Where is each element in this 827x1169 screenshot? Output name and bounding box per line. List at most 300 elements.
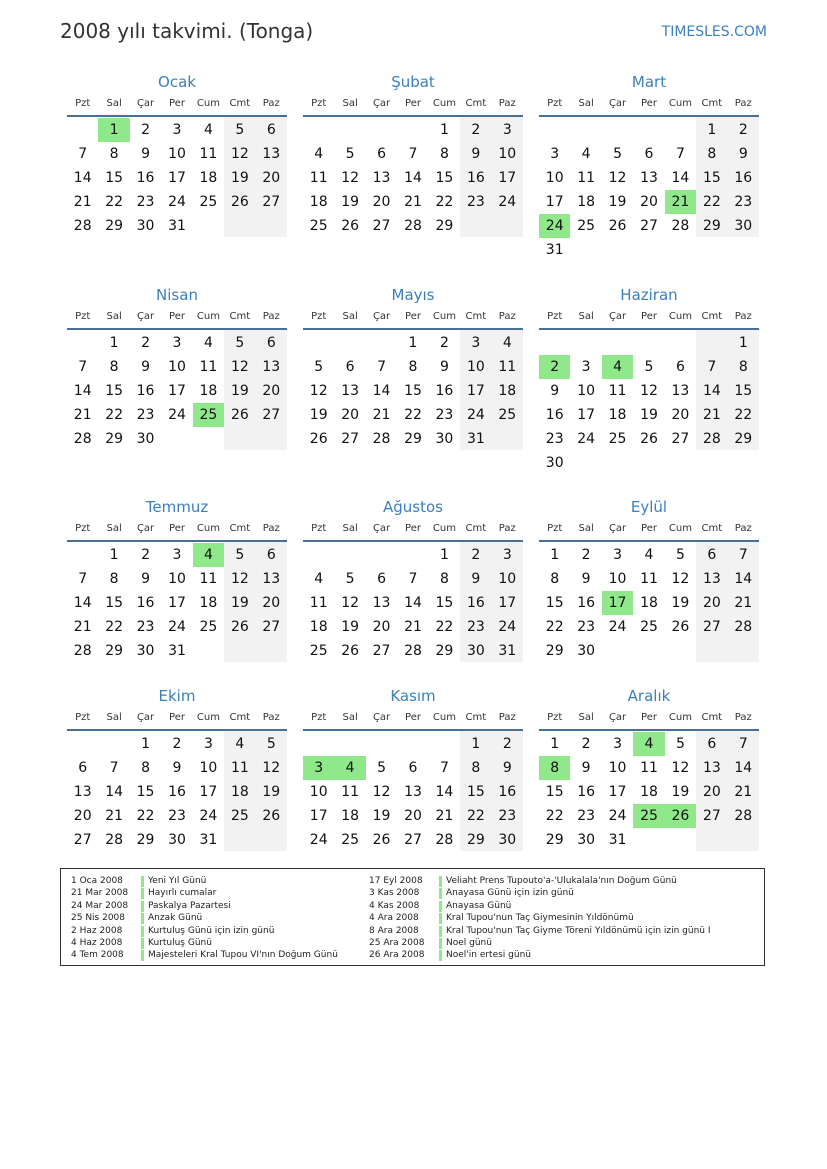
day-cell: 27 (372, 643, 391, 659)
day-cell: 12 (341, 595, 360, 611)
day-cell: 24 (199, 808, 218, 824)
day-cell: 13 (702, 571, 721, 587)
day-cell: 31 (168, 218, 186, 234)
weekday-header: Cmt (229, 311, 251, 322)
weekday-header: Cmt (701, 98, 723, 109)
day-cell: 26 (608, 218, 627, 234)
legend-color-bar (439, 876, 442, 887)
legend-color-bar (439, 950, 442, 961)
legend-holiday-name: Kurtuluş Günü için izin günü (148, 925, 275, 936)
legend-holiday-name: Noel'in ertesi günü (446, 950, 531, 961)
legend-color-bar (141, 926, 144, 937)
day-cell: 20 (341, 407, 360, 423)
day-cell: 30 (136, 218, 155, 234)
day-cell: 23 (577, 808, 596, 824)
weekday-header: Cmt (465, 311, 487, 322)
day-cell: 23 (168, 808, 186, 824)
legend-date: 3 Kas 2008 (369, 888, 420, 899)
day-cell: 12 (230, 359, 249, 375)
day-cell: 24 (498, 619, 517, 635)
legend-date: 24 Mar 2008 (71, 900, 129, 911)
day-cell: 5 (235, 335, 245, 351)
day-cell: 21 (435, 808, 454, 824)
weekday-header: Çar (608, 523, 627, 534)
weekday-header: Sal (578, 523, 594, 534)
day-cell: 14 (73, 170, 92, 186)
day-cell: 10 (545, 170, 564, 186)
day-cell: 9 (172, 760, 182, 776)
day-cell: 22 (435, 619, 454, 635)
weekday-header: Cmt (465, 523, 487, 534)
weekday-header: Çar (372, 523, 391, 534)
day-cell: 3 (172, 547, 182, 563)
day-cell: 18 (498, 383, 517, 399)
day-cell: 9 (141, 359, 151, 375)
day-cell: 9 (439, 359, 449, 375)
day-cell: 26 (372, 832, 391, 848)
day-cell: 12 (230, 571, 249, 587)
day-cell: 10 (309, 784, 328, 800)
holiday-day-cell: 17 (602, 591, 633, 615)
day-cell: 28 (73, 431, 92, 447)
weekday-header: Sal (342, 311, 358, 322)
day-cell: 30 (734, 218, 753, 234)
day-cell: 23 (734, 194, 753, 210)
day-cell: 10 (498, 571, 517, 587)
day-cell: 14 (734, 760, 753, 776)
day-cell: 4 (314, 571, 324, 587)
day-cell: 20 (702, 784, 721, 800)
day-cell: 1 (439, 547, 449, 563)
weekday-header: Çar (608, 311, 627, 322)
day-cell: 1 (738, 335, 748, 351)
legend-holiday-name: Veliaht Prens Tupouto'a-'Ulukalala'nın Doğum Günü (446, 876, 677, 886)
day-cell: 22 (105, 407, 124, 423)
day-cell: 15 (734, 383, 753, 399)
day-cell: 20 (262, 383, 281, 399)
day-cell: 19 (230, 595, 249, 611)
day-cell: 15 (545, 595, 564, 611)
legend-color-bar (141, 913, 144, 924)
day-cell: 13 (372, 170, 391, 186)
day-cell: 9 (550, 383, 560, 399)
day-cell: 9 (502, 760, 512, 776)
day-cell: 15 (702, 170, 721, 186)
day-cell: 14 (404, 170, 422, 186)
day-cell: 3 (172, 335, 182, 351)
day-cell: 29 (435, 218, 454, 234)
day-cell: 19 (262, 784, 281, 800)
weekday-header: Per (641, 98, 657, 109)
weekday-header: Cum (668, 712, 692, 723)
month-name: Nisan (156, 286, 198, 304)
day-cell: 14 (671, 170, 690, 186)
day-cell: 16 (545, 407, 564, 423)
legend-date: 1 Oca 2008 (71, 876, 123, 886)
day-cell: 28 (671, 218, 690, 234)
holiday-day-cell: 2 (539, 355, 570, 379)
day-cell: 8 (109, 359, 119, 375)
day-cell: 6 (707, 547, 717, 563)
day-cell: 16 (466, 170, 485, 186)
day-cell: 12 (640, 383, 658, 399)
weekday-header: Pzt (547, 712, 563, 723)
day-cell: 1 (141, 736, 151, 752)
day-cell: 16 (577, 595, 596, 611)
weekday-header: Paz (734, 98, 752, 109)
day-cell: 29 (435, 643, 454, 659)
holiday-day-cell: 4 (334, 756, 365, 780)
day-cell: 27 (262, 407, 281, 423)
day-cell: 21 (404, 194, 422, 210)
legend-color-bar (141, 950, 144, 961)
day-cell: 10 (577, 383, 596, 399)
day-cell: 9 (471, 571, 481, 587)
day-cell: 4 (314, 146, 324, 162)
day-cell: 19 (608, 194, 627, 210)
day-cell: 17 (498, 170, 517, 186)
day-cell: 12 (341, 170, 360, 186)
day-cell: 18 (199, 383, 218, 399)
day-cell: 22 (545, 808, 564, 824)
month-name: Ocak (158, 73, 196, 91)
day-cell: 19 (309, 407, 328, 423)
day-cell: 11 (640, 571, 658, 587)
day-cell: 25 (640, 619, 658, 635)
day-cell: 5 (235, 547, 245, 563)
day-cell: 13 (341, 383, 360, 399)
legend-color-bar (439, 913, 442, 924)
day-cell: 11 (309, 595, 328, 611)
day-cell: 16 (168, 784, 186, 800)
day-cell: 26 (671, 619, 690, 635)
day-cell: 16 (734, 170, 753, 186)
day-cell: 14 (73, 595, 92, 611)
holiday-day-cell: 24 (539, 214, 570, 238)
day-cell: 5 (266, 736, 276, 752)
day-cell: 19 (230, 170, 249, 186)
day-cell: 11 (577, 170, 596, 186)
day-cell: 2 (581, 547, 591, 563)
day-cell: 29 (702, 218, 721, 234)
day-cell: 19 (341, 619, 360, 635)
weekday-header: Sal (106, 523, 122, 534)
day-cell: 2 (471, 547, 481, 563)
day-cell: 31 (608, 832, 627, 848)
weekday-header: Per (405, 712, 421, 723)
day-cell: 27 (341, 431, 360, 447)
day-cell: 8 (439, 571, 449, 587)
day-cell: 27 (372, 218, 391, 234)
legend-color-bar (141, 938, 144, 949)
weekday-header: Sal (106, 712, 122, 723)
day-cell: 3 (613, 547, 623, 563)
day-cell: 27 (73, 832, 92, 848)
day-cell: 13 (671, 383, 690, 399)
day-cell: 29 (105, 218, 124, 234)
day-cell: 9 (141, 146, 151, 162)
day-cell: 25 (199, 194, 218, 210)
day-cell: 3 (550, 146, 560, 162)
weekday-header: Per (405, 311, 421, 322)
day-cell: 10 (199, 760, 218, 776)
day-cell: 6 (377, 571, 387, 587)
day-cell: 14 (372, 383, 391, 399)
legend-holiday-name: Anayasa Günü (446, 900, 512, 911)
day-cell: 2 (172, 736, 182, 752)
day-cell: 5 (675, 736, 685, 752)
day-cell: 17 (199, 784, 218, 800)
day-cell: 13 (404, 784, 422, 800)
weekday-header: Cum (432, 523, 456, 534)
day-cell: 11 (341, 784, 360, 800)
day-cell: 2 (581, 736, 591, 752)
day-cell: 30 (466, 643, 485, 659)
day-cell: 25 (309, 643, 328, 659)
day-cell: 28 (404, 643, 422, 659)
day-cell: 22 (435, 194, 454, 210)
day-cell: 14 (404, 595, 422, 611)
day-cell: 13 (702, 760, 721, 776)
day-cell: 21 (73, 194, 92, 210)
day-cell: 27 (262, 619, 281, 635)
day-cell: 25 (230, 808, 249, 824)
day-cell: 9 (581, 760, 591, 776)
weekday-header: Pzt (75, 311, 91, 322)
day-cell: 28 (435, 832, 454, 848)
day-cell: 15 (105, 170, 124, 186)
weekday-header: Çar (136, 712, 155, 723)
weekday-header: Paz (262, 523, 280, 534)
day-cell: 2 (471, 122, 481, 138)
day-cell: 30 (577, 643, 596, 659)
day-cell: 7 (738, 736, 748, 752)
month-name: Şubat (391, 73, 435, 91)
weekday-header: Pzt (75, 98, 91, 109)
day-cell: 21 (372, 407, 391, 423)
weekday-header: Pzt (547, 311, 563, 322)
month-name: Eylül (630, 498, 668, 516)
weekday-header: Çar (372, 98, 391, 109)
day-cell: 18 (199, 170, 218, 186)
day-cell: 29 (404, 431, 422, 447)
day-cell: 7 (408, 571, 418, 587)
legend-color-bar (141, 876, 144, 887)
day-cell: 1 (408, 335, 418, 351)
day-cell: 6 (644, 146, 654, 162)
day-cell: 29 (136, 832, 155, 848)
legend-color-bar (141, 901, 144, 912)
day-cell: 10 (498, 146, 517, 162)
holiday-day-cell: 8 (539, 756, 570, 780)
holiday-day-cell: 26 (665, 804, 696, 828)
day-cell: 15 (466, 784, 485, 800)
weekday-header: Çar (136, 311, 155, 322)
weekday-header: Cmt (229, 712, 251, 723)
day-cell: 6 (266, 122, 276, 138)
day-cell: 25 (309, 218, 328, 234)
day-cell: 11 (199, 146, 218, 162)
holiday-day-cell: 25 (633, 804, 664, 828)
day-cell: 9 (581, 571, 591, 587)
day-cell: 26 (230, 194, 249, 210)
day-cell: 26 (341, 643, 360, 659)
weekday-header: Paz (498, 98, 516, 109)
weekday-header: Pzt (75, 523, 91, 534)
weekday-header: Cum (668, 523, 692, 534)
day-cell: 28 (404, 218, 422, 234)
month-name: Ağustos (383, 498, 443, 516)
legend-date: 21 Mar 2008 (71, 888, 129, 899)
day-cell: 15 (435, 595, 454, 611)
weekday-header: Çar (136, 98, 155, 109)
weekday-header: Cum (668, 98, 692, 109)
day-cell: 6 (377, 146, 387, 162)
day-cell: 23 (136, 619, 155, 635)
day-cell: 13 (73, 784, 92, 800)
legend-color-bar (439, 926, 442, 937)
day-cell: 24 (608, 808, 627, 824)
day-cell: 13 (262, 571, 281, 587)
weekday-header: Cmt (229, 523, 251, 534)
day-cell: 7 (377, 359, 387, 375)
day-cell: 22 (466, 808, 485, 824)
legend-date: 26 Ara 2008 (369, 950, 425, 961)
day-cell: 1 (109, 335, 119, 351)
weekday-header: Pzt (311, 98, 327, 109)
weekday-header: Pzt (311, 712, 327, 723)
brand-link[interactable]: TIMESLES.COM (661, 24, 767, 40)
day-cell: 6 (345, 359, 355, 375)
holiday-day-cell: 25 (193, 403, 224, 427)
day-cell: 3 (172, 122, 182, 138)
day-cell: 22 (105, 194, 124, 210)
day-cell: 17 (466, 383, 485, 399)
day-cell: 21 (734, 784, 753, 800)
day-cell: 8 (550, 571, 560, 587)
weekday-header: Cum (432, 98, 456, 109)
day-cell: 8 (408, 359, 418, 375)
day-cell: 5 (345, 146, 355, 162)
day-cell: 28 (702, 431, 721, 447)
legend-holiday-name: Paskalya Pazartesi (148, 900, 231, 911)
weekday-header: Cmt (701, 311, 723, 322)
weekday-header: Çar (608, 98, 627, 109)
day-cell: 8 (439, 146, 449, 162)
day-cell: 31 (199, 832, 218, 848)
day-cell: 18 (199, 595, 218, 611)
month-name: Kasım (390, 687, 436, 705)
weekday-header: Paz (498, 311, 516, 322)
day-cell: 13 (640, 170, 658, 186)
day-cell: 20 (702, 595, 721, 611)
day-cell: 18 (341, 808, 360, 824)
day-cell: 26 (230, 619, 249, 635)
day-cell: 7 (675, 146, 685, 162)
legend-holiday-name: Yeni Yıl Günü (148, 876, 207, 886)
day-cell: 12 (608, 170, 627, 186)
weekday-header: Pzt (75, 712, 91, 723)
day-cell: 17 (309, 808, 328, 824)
weekday-header: Cmt (701, 523, 723, 534)
day-cell: 18 (309, 194, 328, 210)
weekday-header: Sal (578, 98, 594, 109)
legend-holiday-name: Anzak Günü (148, 913, 203, 924)
day-cell: 2 (439, 335, 449, 351)
day-cell: 30 (136, 431, 155, 447)
weekday-header: Cmt (701, 712, 723, 723)
day-cell: 20 (671, 407, 690, 423)
weekday-header: Sal (342, 712, 358, 723)
day-cell: 30 (545, 455, 564, 471)
day-cell: 21 (73, 619, 92, 635)
day-cell: 20 (404, 808, 422, 824)
day-cell: 10 (608, 760, 627, 776)
day-cell: 6 (675, 359, 685, 375)
day-cell: 22 (136, 808, 155, 824)
day-cell: 20 (262, 595, 281, 611)
weekday-header: Sal (578, 311, 594, 322)
day-cell: 19 (372, 808, 391, 824)
day-cell: 8 (471, 760, 481, 776)
day-cell: 4 (581, 146, 591, 162)
legend-date: 25 Ara 2008 (369, 938, 425, 948)
day-cell: 24 (168, 194, 186, 210)
legend-date: 25 Nis 2008 (71, 913, 125, 924)
day-cell: 13 (262, 146, 281, 162)
day-cell: 5 (644, 359, 654, 375)
day-cell: 18 (608, 407, 627, 423)
weekday-header: Sal (106, 311, 122, 322)
day-cell: 20 (372, 619, 391, 635)
legend-holiday-name: Kral Tupou'nun Taç Giymesinin Yıldönümü (446, 913, 634, 924)
day-cell: 12 (372, 784, 391, 800)
day-cell: 22 (404, 407, 422, 423)
day-cell: 27 (702, 619, 721, 635)
day-cell: 8 (141, 760, 151, 776)
day-cell: 27 (702, 808, 721, 824)
month-name: Ekim (158, 687, 196, 705)
day-cell: 27 (262, 194, 281, 210)
weekday-header: Per (169, 98, 185, 109)
weekday-header: Pzt (311, 523, 327, 534)
weekday-header: Per (405, 523, 421, 534)
day-cell: 21 (73, 407, 92, 423)
weekday-header: Per (169, 712, 185, 723)
day-cell: 28 (105, 832, 124, 848)
day-cell: 1 (550, 547, 560, 563)
day-cell: 14 (105, 784, 124, 800)
weekday-header: Sal (342, 98, 358, 109)
weekday-header: Cmt (465, 712, 487, 723)
day-cell: 24 (168, 619, 186, 635)
holiday-day-cell: 3 (303, 756, 334, 780)
day-cell: 23 (498, 808, 517, 824)
day-cell: 7 (408, 146, 418, 162)
day-cell: 30 (136, 643, 155, 659)
day-cell: 10 (168, 146, 186, 162)
day-cell: 2 (738, 122, 748, 138)
day-cell: 15 (105, 383, 124, 399)
weekday-header: Paz (734, 712, 752, 723)
day-cell: 17 (577, 407, 596, 423)
day-cell: 18 (309, 619, 328, 635)
day-cell: 7 (78, 146, 88, 162)
weekday-header: Per (169, 523, 185, 534)
day-cell: 4 (203, 122, 213, 138)
day-cell: 3 (581, 359, 591, 375)
legend-holiday-name: Noel günü (446, 938, 492, 948)
